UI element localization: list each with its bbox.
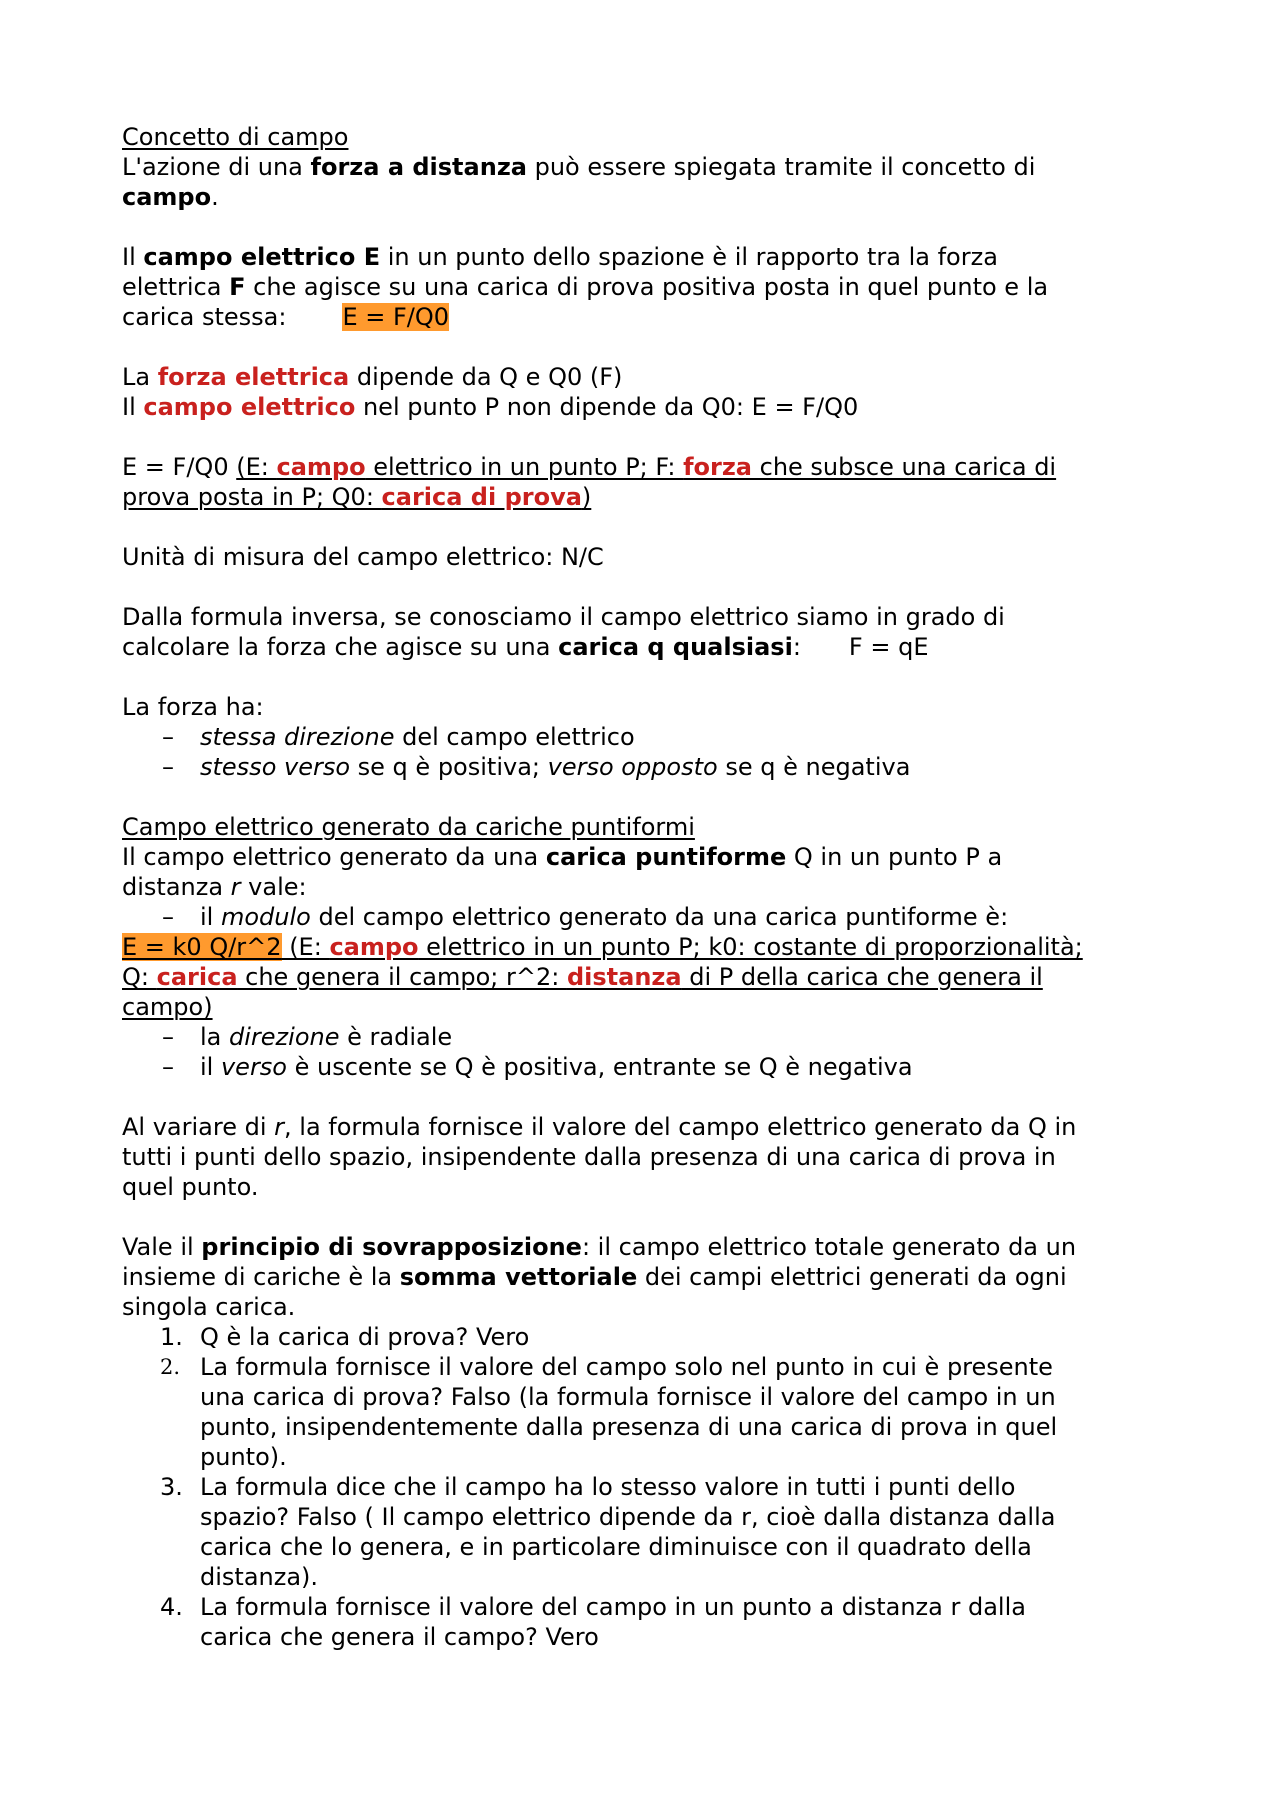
list-item: – il verso è uscente se Q è positiva, entrante se Q è negativa (162, 1053, 913, 1081)
paragraph-line: distanza r vale: (122, 873, 307, 901)
paragraph-line: L'azione di una forza a distanza può essere spiegata tramite il concetto di (122, 153, 1036, 181)
paragraph-line: singola carica. (122, 1293, 296, 1321)
paragraph-line: E = F/Q0 (E: campo elettrico in un punto P; F: forza che subsce una carica di (122, 453, 1057, 481)
numbered-item-2-cont: una carica di prova? Falso (la formula fornisce il valore del campo in un (200, 1383, 1056, 1411)
formula-inverse: F = qE (848, 633, 929, 661)
list-item: – stesso verso se q è positiva; verso opposto se q è negativa (162, 753, 911, 781)
list-item: – la direzione è radiale (162, 1023, 453, 1051)
paragraph-line: La forza elettrica dipende da Q e Q0 (F) (122, 363, 623, 391)
paragraph-line: tutti i punti dello spazio, insipendente dalla presenza di una carica di prova in (122, 1143, 1056, 1171)
numbered-item-3: 3. La formula dice che il campo ha lo stesso valore in tutti i punti dello (160, 1473, 1016, 1501)
paragraph-line: Vale il principio di sovrapposizione: il campo elettrico totale generato da un (122, 1233, 1077, 1261)
paragraph-line: insieme di cariche è la somma vettoriale dei campi elettrici generati da ogni (122, 1263, 1067, 1291)
paragraph-line: Il campo elettrico nel punto P non dipende da Q0: E = F/Q0 (122, 393, 859, 421)
numbered-item-4: 4. La formula fornisce il valore del campo in un punto a distanza r dalla (160, 1593, 1026, 1621)
numbered-item-2-cont: punto). (200, 1443, 287, 1471)
heading-campo-cariche-puntiformi: Campo elettrico generato da cariche puntiformi (122, 813, 695, 841)
paragraph-line: Unità di misura del campo elettrico: N/C (122, 543, 604, 571)
heading-concetto-di-campo: Concetto di campo (122, 123, 349, 151)
numbered-item-3-cont: distanza). (200, 1563, 319, 1591)
paragraph-line: carica stessa: E = F/Q0 (122, 303, 450, 331)
list-item: – il modulo del campo elettrico generato da una carica puntiforme è: (162, 903, 1009, 931)
paragraph-line: Dalla formula inversa, se conosciamo il campo elettrico siamo in grado di (122, 603, 1005, 631)
paragraph-line: Il campo elettrico E in un punto dello spazione è il rapporto tra la forza (122, 243, 998, 271)
numbered-item-1: 1. Q è la carica di prova? Vero (160, 1323, 530, 1351)
numbered-item-3-cont: carica che lo genera, e in particolare diminuisce con il quadrato della (200, 1533, 1032, 1561)
paragraph-line: prova posta in P; Q0: carica di prova) (122, 483, 592, 511)
paragraph-line: quel punto. (122, 1173, 259, 1201)
paragraph-line: Q: carica che genera il campo; r^2: distanza di P della carica che genera il (122, 963, 1043, 991)
paragraph-line: Il campo elettrico generato da una carica puntiforme Q in un punto P a (122, 843, 1003, 871)
paragraph-line: elettrica F che agisce su una carica di prova positiva posta in quel punto e la (122, 273, 1049, 301)
numbered-item-2-cont: punto, insipendentemente dalla presenza di una carica di prova in quel (200, 1413, 1058, 1441)
paragraph-line: calcolare la forza che agisce su una carica q qualsiasi: F = qE (122, 633, 929, 661)
paragraph-line: campo. (122, 183, 219, 211)
highlighted-formula: E = F/Q0 (342, 303, 450, 331)
list-item: – stessa direzione del campo elettrico (162, 723, 635, 751)
document-body (122, 122, 1172, 1652)
paragraph-line: Al variare di r, la formula fornisce il valore del campo elettrico generato da Q in (122, 1113, 1077, 1141)
numbered-item-3-cont: spazio? Falso ( Il campo elettrico dipende da r, cioè dalla distanza dalla (200, 1503, 1056, 1531)
highlighted-formula: E = k0 Q/r^2 (122, 933, 282, 961)
paragraph-line: E = k0 Q/r^2 (E: campo elettrico in un punto P; k0: costante di proporzionalità; (122, 933, 1083, 961)
numbered-item-4-cont: carica che genera il campo? Vero (200, 1623, 599, 1651)
paragraph-line: La forza ha: (122, 693, 264, 721)
paragraph-line: campo) (122, 993, 213, 1021)
numbered-item-2: 2. La formula fornisce il valore del campo solo nel punto in cui è presente (160, 1353, 1053, 1381)
